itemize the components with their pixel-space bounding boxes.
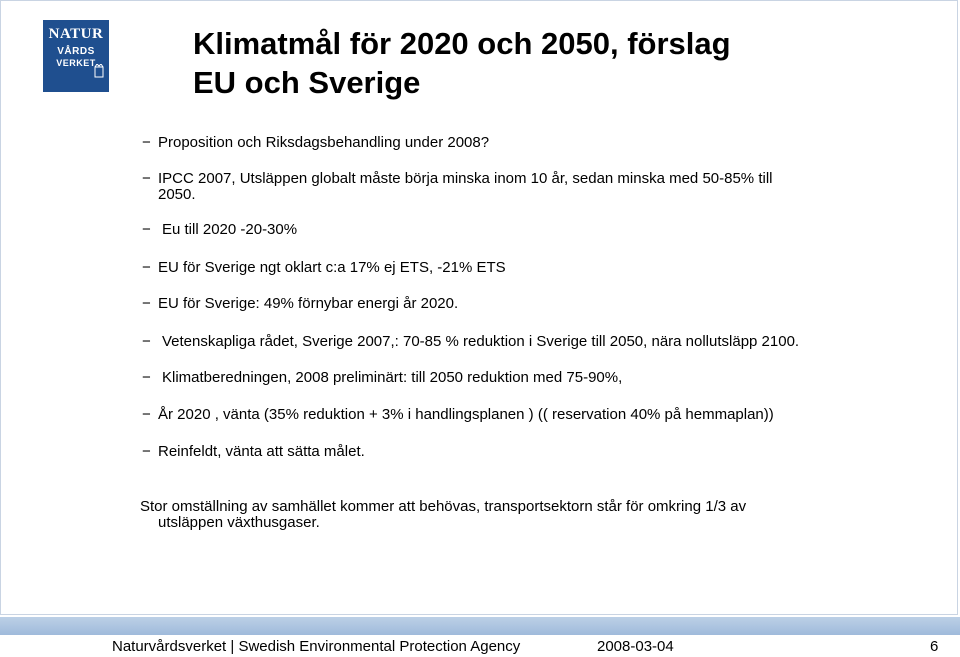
footer (0, 636, 960, 657)
dash-marker: − (142, 221, 151, 238)
bullet-text: IPCC 2007, Utsläppen globalt måste börja minska inom 10 år, sedan minska med 50-85% till (158, 170, 773, 187)
dash-marker: − (142, 369, 151, 386)
summary-paragraph (140, 499, 860, 531)
page-number: 6 (930, 638, 939, 655)
bullet-text: Proposition och Riksdagsbehandling under 2008? (158, 134, 490, 151)
footer-date: 2008-03-04 (597, 638, 674, 655)
dash-marker: − (142, 259, 151, 276)
paragraph-line-2: utsläppen växthusgaser. (158, 514, 320, 531)
title-line-1: Klimatmål för 2020 och 2050, förslag (193, 26, 731, 61)
title-line-2: EU och Sverige (193, 65, 421, 100)
dash-marker: − (142, 295, 151, 312)
naturvardsverket-logo (43, 20, 109, 92)
bullet-text-continued: 2050. (158, 186, 196, 203)
bullet-text: Vetenskapliga rådet, Sverige 2007,: 70-85 % reduktion i Sverige till 2050, nära nollutsläpp 2100. (162, 333, 800, 350)
bullet-text: Eu till 2020 -20-30% (162, 221, 298, 238)
bullet-text: EU för Sverige: 49% förnybar energi år 2020. (158, 295, 459, 312)
dash-marker: − (142, 333, 151, 350)
dash-marker: − (142, 134, 151, 151)
logo-line-3: VERKET (56, 58, 96, 68)
dash-marker: − (142, 443, 151, 460)
bullet-text: Reinfeldt, vänta att sätta målet. (158, 443, 365, 460)
slide-title (193, 24, 913, 102)
bullet-text: Klimatberedningen, 2008 preliminärt: till 2050 reduktion med 75-90%, (162, 369, 623, 386)
footer-band (0, 617, 960, 635)
logo-line-2: VÅRDS (57, 46, 95, 57)
bullet-text: År 2020 , vänta (35% reduktion + 3% i handlingsplanen ) (( reservation 40% på hemmaplan)) (158, 406, 774, 423)
dash-marker: − (142, 170, 151, 187)
crown-emblem-icon (94, 64, 104, 78)
footer-organization: Naturvårdsverket | Swedish Environmental Protection Agency (112, 638, 521, 655)
paragraph-line-1: Stor omställning av samhället kommer att behövas, transportsektorn står för omkring 1/3 av (140, 498, 747, 515)
bullet-text: EU för Sverige ngt oklart c:a 17% ej ETS, -21% ETS (158, 259, 506, 276)
dash-marker: − (142, 406, 151, 423)
logo-line-1: NATUR (48, 26, 104, 42)
